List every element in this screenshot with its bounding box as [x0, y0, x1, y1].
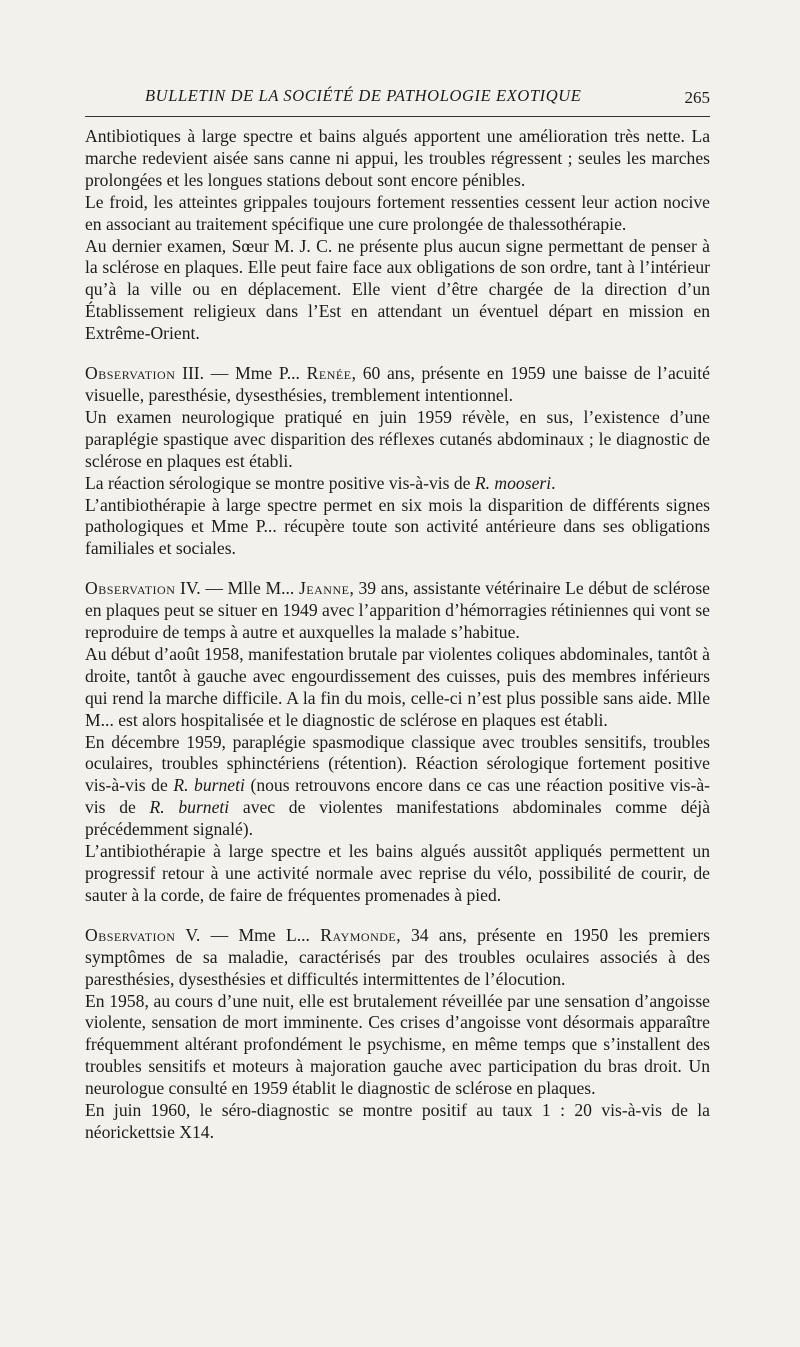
text-run: .	[551, 472, 556, 493]
running-title: BULLETIN DE LA SOCIÉTÉ DE PATHOLOGIE EXOTIQUE	[145, 86, 582, 105]
paragraph: En 1958, au cours d’une nuit, elle est brutalement réveillée par une sensation d’angoisse violente, sensation de mort imminente. Ces crises d’angoisse vont désormais apparaître fréquemment altérant profondément le psychisme, en même temps que s’installent des troubles sensitifs et moteurs à majoration gauche avec participation du bras droit. Un neurologue consulté en 1959 établit le diagnostic de sclérose en plaques.	[85, 990, 710, 1099]
section-gap	[85, 345, 710, 363]
page-number: 265	[684, 88, 710, 107]
observation-label: Observation	[85, 924, 176, 945]
observation-number: V. — Mme L...	[175, 924, 321, 945]
section-gap	[85, 560, 710, 578]
header-rule	[85, 116, 710, 117]
observation-number: IV. — Mlle M...	[175, 578, 299, 599]
running-header	[85, 86, 710, 114]
article-body	[85, 126, 710, 1144]
paragraph	[85, 473, 710, 495]
paragraph: L’antibiothérapie à large spectre permet en six mois la disparition de différents signes pathologiques et Mme P... récupère toute son activité antérieure dans ses obligations familiales et sociales.	[85, 494, 710, 559]
patient-name: Raymonde	[320, 924, 397, 945]
observation-text: , 39 ans, assistante vétérinaire Le début de sclérose en plaques peut se situer en 1949 avec l’apparition d’hémorragies rétiniennes qui vont se reproduire de temps à autre et auxquelles la malade s’habitue.	[85, 578, 710, 643]
observation-text: , 34 ans, présente en 1950 les premiers symptômes de sa maladie, caractérisés par des troubles oculaires associés à des paresthésies, dysesthésies et difficultés intermittentes de l’élocution.	[85, 924, 710, 989]
paragraph: Antibiotiques à large spectre et bains algués apportent une amélioration très nette. La marche redevient aisée sans canne ni appui, les troubles régressent ; seules les marches prolongées et les longues stations debout sont encore pénibles.	[85, 126, 710, 190]
patient-name: Jeanne	[298, 578, 350, 599]
text-run: avec de violentes manifestations abdominales comme déjà précédemment signalé).	[85, 797, 711, 840]
species-name: R. burneti	[173, 775, 245, 796]
observation-number: III. — Mme P...	[175, 363, 307, 384]
observation-3-paragraph	[85, 363, 710, 407]
text-run: En décembre 1959, paraplégie spasmodique classique avec troubles sensitifs, troubles oculaires, troubles sphinctériens (rétention). Réaction sérologique fortement positive vis-à-vis de	[85, 731, 710, 796]
observation-4-paragraph	[85, 578, 710, 644]
paragraph: Un examen neurologique pratiqué en juin 1959 révèle, en sus, l’existence d’une paraplégie spastique avec disparition des réflexes cutanés abdominaux ; le diagnostic de sclérose en plaques est établi.	[85, 406, 710, 471]
patient-name: Renée	[306, 363, 352, 384]
paragraph: L’antibiothérapie à large spectre et les bains algués aussitôt appliqués permettent un progressif retour à une activité normale avec reprise du vélo, possibilité de courir, de sauter à la corde, de faire de fréquentes promenades à pied.	[85, 841, 710, 905]
paragraph: Le froid, les atteintes grippales toujours fortement ressenties cessent leur action nocive en associant au traitement spécifique une cure prolongée de thalessothérapie.	[85, 191, 710, 234]
observation-label: Observation	[85, 578, 176, 599]
section-gap	[85, 907, 710, 925]
species-name: R. burneti	[149, 797, 230, 818]
text-run: La réaction sérologique se montre positive vis-à-vis de	[85, 472, 475, 493]
paragraph: En juin 1960, le séro-diagnostic se montre positif au taux 1 : 20 vis-à-vis de la néorickettsie X14.	[85, 1100, 710, 1142]
observation-label: Observation	[85, 363, 176, 384]
text-run: (nous retrouvons encore dans ce cas une réaction positive vis-à-vis de	[85, 775, 710, 818]
observation-text: , 60 ans, présente en 1959 une baisse de l’acuité visuelle, paresthésie, dysesthésies, tremblement intentionnel.	[85, 363, 710, 405]
paragraph: Au début d’août 1958, manifestation brutale par violentes coliques abdominales, tantôt à droite, tantôt à gauche avec engourdissement des cuisses, puis des membres inférieurs qui rend la marche difficile. A la fin du mois, celle-ci n’est plus possible sans aide. Mlle M... est alors hospitalisée et le diagnostic de sclérose en plaques est établi.	[85, 643, 710, 730]
species-name: R. mooseri	[474, 472, 552, 493]
observation-5-paragraph	[85, 925, 710, 991]
paragraph: Au dernier examen, Sœur M. J. C. ne présente plus aucun signe permettant de penser à la sclérose en plaques. Elle peut faire face aux obligations de son ordre, tant à l’intérieur qu’à la ville ou en déplacement. Elle vient d’être chargée de la direction d’un Établissement religieux dans l’Est en attendant un éventuel départ en mission en Extrême-Orient.	[85, 235, 710, 344]
paragraph	[85, 732, 710, 842]
